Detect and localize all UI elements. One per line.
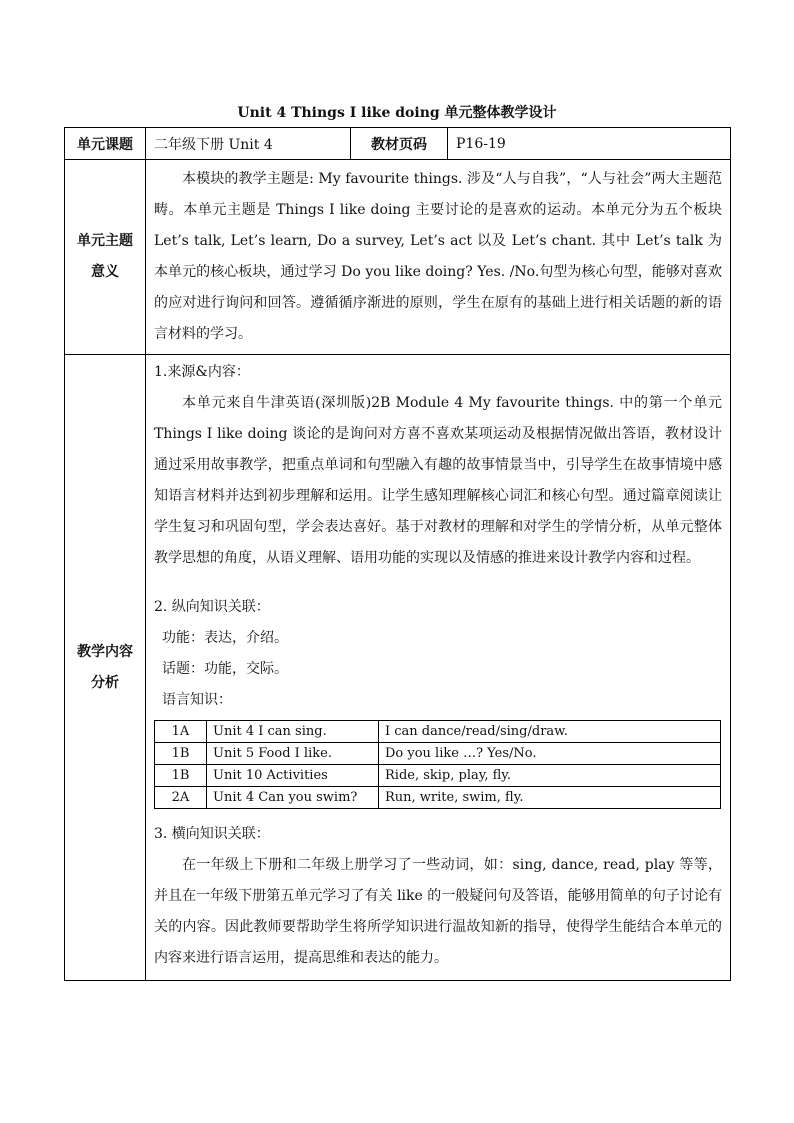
document-title: Unit 4 Things I like doing 单元整体教学设计 bbox=[237, 105, 557, 121]
horizontal-knowledge-heading: 3. 横向知识关联： bbox=[154, 826, 270, 842]
lesson-design-table bbox=[64, 127, 731, 981]
table-row bbox=[155, 765, 721, 787]
unit-topic-row bbox=[65, 128, 731, 160]
unit-theme-content bbox=[146, 160, 731, 355]
textbook-pages-value: P16-19 bbox=[448, 128, 731, 160]
content-analysis-row bbox=[65, 355, 731, 981]
unit-topic-value: 二年级下册 Unit 4 bbox=[146, 128, 351, 160]
vertical-knowledge-heading: 2. 纵向知识关联： bbox=[154, 599, 270, 615]
table-row bbox=[155, 787, 721, 809]
content-cell: Ride, skip, play, fly. bbox=[379, 765, 721, 787]
unit-cell: Unit 4 Can you swim? bbox=[207, 787, 379, 809]
function-line: 功能：表达，介绍。 bbox=[162, 630, 288, 646]
content-analysis-label bbox=[65, 355, 146, 981]
unit-cell: Unit 5 Food I like. bbox=[207, 743, 379, 765]
unit-theme-row bbox=[65, 160, 731, 355]
unit-theme-text: 本模块的教学主题是: My favourite things. 涉及“人与自我”，“人与社会”两大主题范畴。本单元主题是 Things I like doing 主要讨论的是喜欢的运动。本单元分为五个板块 Let’s talk, Let’s learn, Do a survey, Let’s act 以及 Let’s chant. 其中 Let’s talk 为本单元的核心板块，通过学习 Do you like doing? Yes. /No.句型为核心句型，能够对喜欢的应对进行询问和回答。遵循循序渐进的原则，学生在原有的基础上进行相关话题的新的语言材料的学习。 bbox=[154, 171, 722, 342]
unit-theme-label-line2: 意义 bbox=[91, 264, 119, 280]
knowledge-table bbox=[154, 720, 721, 809]
content-cell: Run, write, swim, fly. bbox=[379, 787, 721, 809]
language-knowledge-line: 语言知识： bbox=[162, 692, 232, 708]
content-analysis-content bbox=[146, 355, 731, 981]
content-cell: I can dance/read/sing/draw. bbox=[379, 721, 721, 743]
grade-cell: 2A bbox=[155, 787, 207, 809]
source-text: 本单元来自牛津英语(深圳版)2B Module 4 My favourite things. 中的第一个单元 Things I like doing 谈论的是询问对方喜不喜欢某项运动及根据情况做出答语，教材设计通过采用故事教学，把重点单词和句型融入有趣的故事情景当中，引导学生在故事情境中感知语言材料并达到初步理解和运用。让学生感知理解核心词汇和核心句型。通过篇章阅读让学生复习和巩固句型，学会表达喜好。基于对教材的理解和对学生的学情分析，从单元整体教学思想的角度，从语义理解、语用功能的实现以及情感的推进来设计教学内容和过程。 bbox=[154, 395, 722, 566]
grade-cell: 1A bbox=[155, 721, 207, 743]
grade-cell: 1B bbox=[155, 743, 207, 765]
unit-theme-label-line1: 单元主题 bbox=[77, 233, 133, 249]
textbook-pages-label: 教材页码 bbox=[351, 128, 448, 160]
content-cell: Do you like …? Yes/No. bbox=[379, 743, 721, 765]
table-row bbox=[155, 743, 721, 765]
grade-cell: 1B bbox=[155, 765, 207, 787]
unit-cell: Unit 10 Activities bbox=[207, 765, 379, 787]
table-row bbox=[155, 721, 721, 743]
unit-theme-label bbox=[65, 160, 146, 355]
content-analysis-label-line2: 分析 bbox=[91, 674, 119, 691]
unit-cell: Unit 4 I can sing. bbox=[207, 721, 379, 743]
horizontal-knowledge-text: 在一年级上下册和二年级上册学习了一些动词，如：sing, dance, read, play 等等，并且在一年级下册第五单元学习了有关 like 的一般疑问句及答语，能够用简单的句子讨论有关的内容。因此教师要帮助学生将所学知识进行温故知新的指导，使得学生能结合本单元的内容来进行语言运用，提高思维和表达的能力。 bbox=[154, 857, 722, 966]
topic-line: 话题：功能，交际。 bbox=[162, 661, 288, 677]
content-analysis-label-line1: 教学内容 bbox=[77, 643, 133, 660]
source-heading: 1.来源&内容： bbox=[154, 364, 250, 380]
unit-topic-label: 单元课题 bbox=[65, 128, 146, 160]
